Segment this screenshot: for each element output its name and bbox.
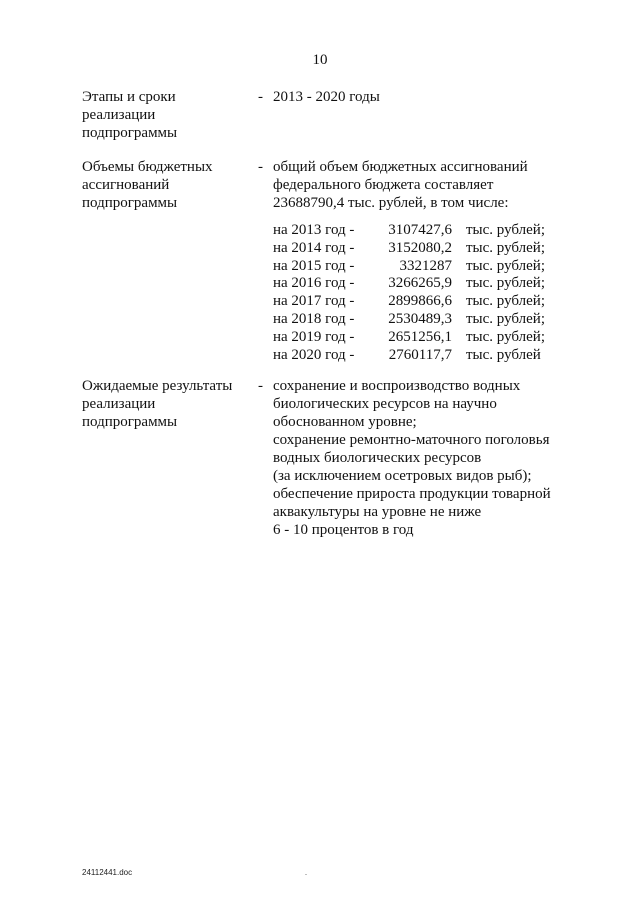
budget-label-line: подпрограммы xyxy=(82,195,178,211)
allocation-year: на 2014 год - xyxy=(273,239,355,256)
results-line: водных биологических ресурсов xyxy=(273,450,482,466)
allocation-row xyxy=(273,311,556,329)
results-line: сохранение ремонтно-маточного поголовья xyxy=(273,432,550,448)
allocation-amount: 2530489,3 xyxy=(388,310,452,327)
allocation-amount: 2760117,7 xyxy=(388,346,452,363)
allocation-year: на 2015 год - xyxy=(273,257,355,274)
results-label-line: Ожидаемые результаты xyxy=(82,378,233,394)
allocation-amount: 3107427,6 xyxy=(388,222,452,238)
allocation-row xyxy=(273,329,556,347)
results-label-line: реализации xyxy=(82,396,156,412)
stages-value: 2013 - 2020 годы xyxy=(273,89,380,105)
results-label xyxy=(82,377,252,431)
budget-dash: - xyxy=(258,159,263,175)
results-line: аквакультуры на уровне не ниже xyxy=(273,504,482,520)
stages-label-line: реализации xyxy=(82,107,156,123)
allocation-year: на 2013 год - xyxy=(273,222,355,238)
allocation-year: на 2016 год - xyxy=(273,275,355,292)
budget-intro xyxy=(273,158,593,212)
footer-filename: 24112441.doc xyxy=(82,868,133,877)
allocation-amount: 3152080,2 xyxy=(388,239,452,256)
results-list xyxy=(273,377,593,539)
allocation-amount: 2899866,6 xyxy=(388,293,452,310)
allocation-unit: тыс. рублей; xyxy=(466,310,545,327)
allocation-unit: тыс. рублей; xyxy=(466,275,545,292)
results-label-line: подпрограммы xyxy=(82,414,178,430)
results-dash: - xyxy=(258,378,263,394)
results-line: 6 - 10 процентов в год xyxy=(273,522,414,538)
results-line: обоснованном уровне; xyxy=(273,414,417,430)
allocation-amount: 3266265,9 xyxy=(388,275,452,292)
page-number: 10 xyxy=(312,52,328,68)
results-line: сохранение и воспроизводство водных xyxy=(273,378,521,394)
allocation-year: на 2019 год - xyxy=(273,328,355,345)
budget-intro-line: 23688790,4 тыс. рублей, в том числе: xyxy=(273,195,509,211)
budget-intro-line: общий объем бюджетных ассигнований xyxy=(273,159,528,175)
allocation-year: на 2017 год - xyxy=(273,293,355,310)
results-line: обеспечение прироста продукции товарной xyxy=(273,486,551,502)
allocation-unit: тыс. рублей xyxy=(466,346,541,363)
allocation-table xyxy=(273,222,556,364)
budget-label xyxy=(82,158,252,212)
allocation-row xyxy=(273,293,556,311)
allocation-amount: 2651256,1 xyxy=(388,328,452,345)
allocation-row xyxy=(273,275,556,293)
stages-label xyxy=(82,88,252,142)
allocation-row xyxy=(273,240,556,258)
stages-dash: - xyxy=(258,89,263,105)
allocation-year: на 2020 год - xyxy=(273,346,355,363)
allocation-unit: тыс. рублей; xyxy=(466,239,545,256)
budget-intro-line: федерального бюджета составляет xyxy=(273,177,494,193)
allocation-row xyxy=(273,258,556,276)
allocation-unit: тыс. рублей; xyxy=(466,293,545,310)
stages-label-line: Этапы и сроки xyxy=(82,89,176,105)
allocation-row xyxy=(273,222,556,240)
budget-label-line: Объемы бюджетных xyxy=(82,159,213,175)
budget-label-line: ассигнований xyxy=(82,177,170,193)
footer-dot: . xyxy=(305,868,307,877)
stages-label-line: подпрограммы xyxy=(82,125,178,141)
results-line: биологических ресурсов на научно xyxy=(273,396,497,412)
allocation-unit: тыс. рублей; xyxy=(466,328,545,345)
allocation-unit: тыс. рублей; xyxy=(466,257,545,274)
results-line: (за исключением осетровых видов рыб); xyxy=(273,468,532,484)
allocation-year: на 2018 год - xyxy=(273,310,355,327)
allocation-row xyxy=(273,347,556,365)
allocation-amount: 3321287 xyxy=(399,257,452,274)
allocation-unit: тыс. рублей; xyxy=(466,222,545,238)
